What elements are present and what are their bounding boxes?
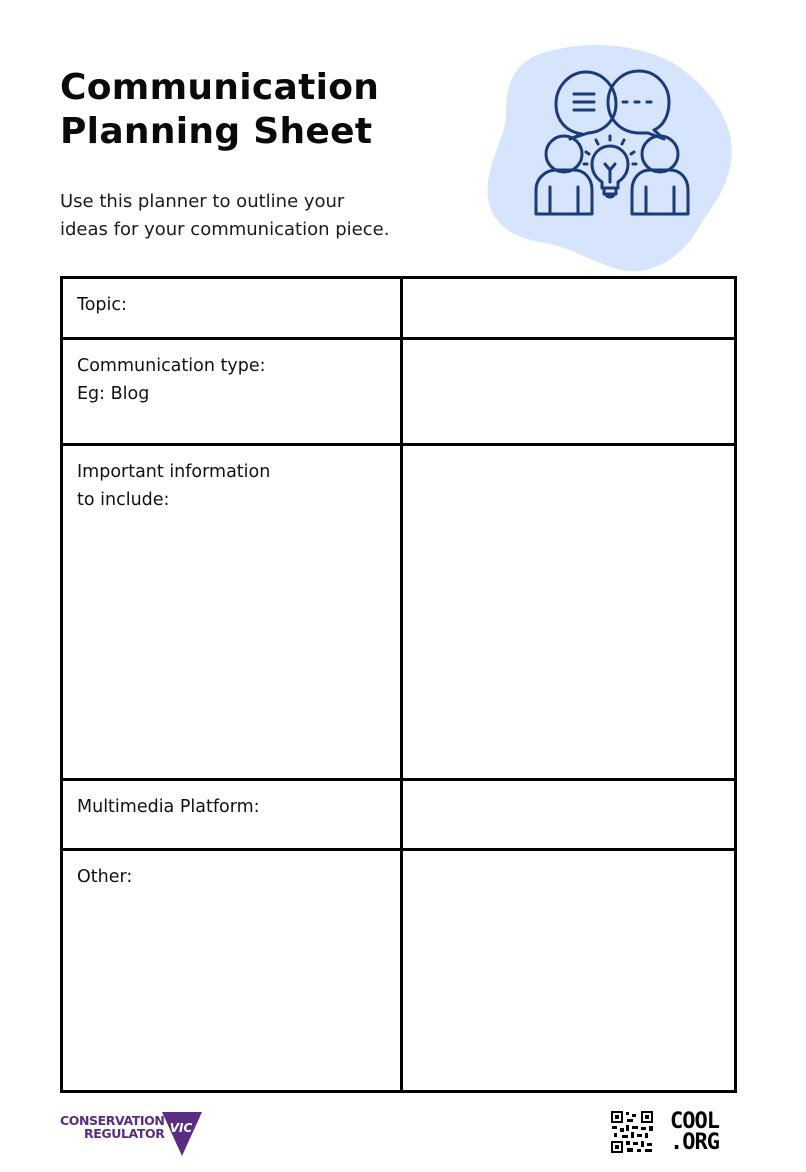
table-row-other [62, 850, 736, 1092]
cool-logo-line-2: .ORG [670, 1130, 719, 1155]
title-line-1: Communication [60, 67, 380, 108]
row-label-text: Communication type: [77, 356, 266, 376]
other-label [62, 850, 402, 1092]
communication-type-label [62, 339, 402, 445]
logo-line-1: CONSERVATION [60, 1113, 165, 1128]
footer-right-logos [610, 1110, 719, 1154]
table-row-topic [62, 278, 736, 339]
cool-logo-line-1: COOL [670, 1109, 719, 1134]
table-row-multimedia-platform [62, 780, 736, 850]
page-title [60, 66, 379, 154]
planning-table [60, 276, 737, 1093]
row-label-text: Other: [77, 867, 133, 887]
svg-text:VIC: VIC [170, 1121, 193, 1135]
conservation-regulator-logo [60, 1110, 202, 1156]
row-label-text-cont: to include: [77, 490, 170, 510]
row-label-text: Multimedia Platform: [77, 797, 260, 817]
important-information-label [62, 445, 402, 780]
table-row-communication-type [62, 339, 736, 445]
title-line-2: Planning Sheet [60, 111, 373, 152]
row-label-text: Important information [77, 462, 271, 482]
qr-code-icon[interactable] [610, 1110, 654, 1154]
conversation-illustration [486, 42, 736, 274]
important-information-input-cell[interactable] [402, 445, 736, 780]
subtitle-line-2: ideas for your communication piece. [60, 219, 390, 240]
row-label-text: Topic: [77, 295, 127, 315]
communication-type-input-cell[interactable] [402, 339, 736, 445]
table-row-important-information [62, 445, 736, 780]
people-conversation-lightbulb-icon [486, 42, 736, 274]
topic-label [62, 278, 402, 339]
logo-line-2: REGULATOR [84, 1126, 165, 1141]
vic-triangle-icon [162, 1110, 202, 1156]
other-input-cell[interactable] [402, 850, 736, 1092]
multimedia-platform-label [62, 780, 402, 850]
subtitle-line-1: Use this planner to outline your [60, 191, 345, 212]
topic-input-cell[interactable] [402, 278, 736, 339]
multimedia-platform-input-cell[interactable] [402, 780, 736, 850]
cool-org-logo [670, 1111, 719, 1153]
page-subtitle [60, 188, 440, 244]
row-label-example: Eg: Blog [77, 384, 150, 404]
